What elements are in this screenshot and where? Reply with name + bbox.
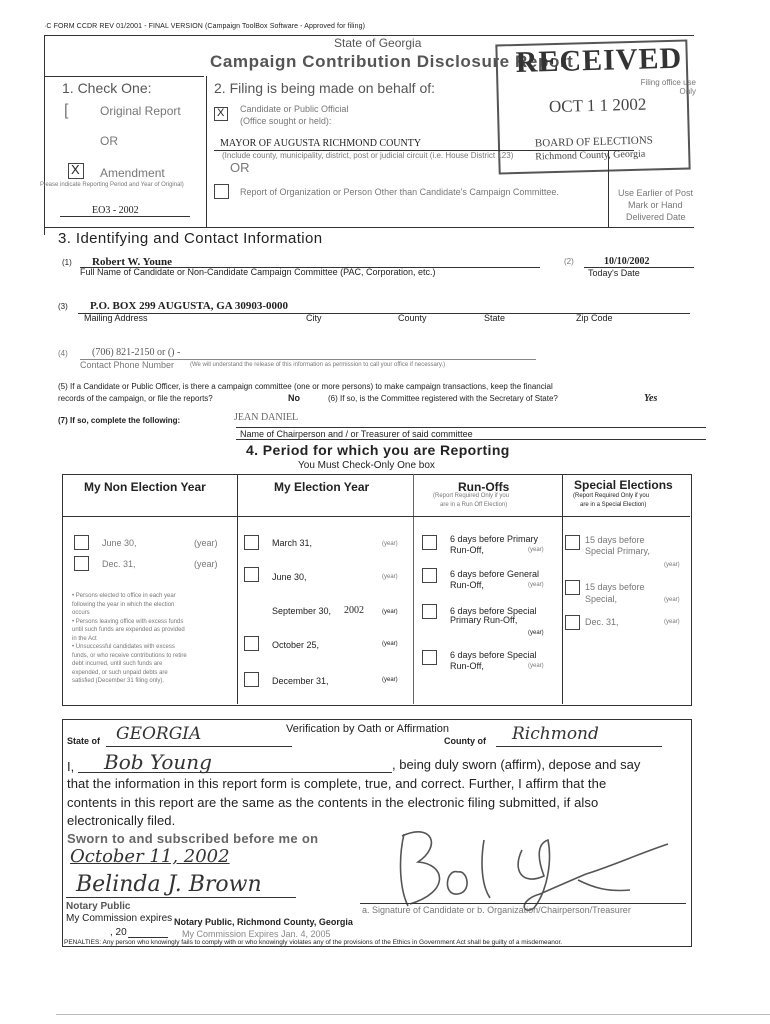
special-election-checkbox[interactable] bbox=[565, 580, 580, 595]
runoff-primary-checkbox[interactable] bbox=[422, 535, 437, 550]
special-dec-year: (year) bbox=[664, 619, 680, 625]
election-sept-label: September 30, bbox=[272, 606, 332, 616]
special-primary-label: 15 days before bbox=[585, 535, 645, 545]
penalties-text: PENALTIES: Any person who knowingly fails to comply with or who knowingly violates any of the provisions of the Ethics in Government Act shall be guilty of a misdemeanor. bbox=[64, 939, 563, 946]
special-election-label: 15 days before bbox=[585, 582, 645, 592]
election-sept-year-value: 2002 bbox=[344, 605, 364, 616]
check-one-title: 1. Check One: bbox=[62, 80, 152, 96]
election-june-checkbox[interactable] bbox=[244, 567, 259, 582]
item-1-num: (1) bbox=[62, 258, 72, 267]
sworn-date: October 11, 2002 bbox=[70, 846, 230, 867]
state-title: State of Georgia bbox=[334, 36, 422, 50]
runoff-primary-label: 6 days before Primary bbox=[450, 534, 539, 544]
non-election-note-line: following the year in which the election bbox=[72, 601, 175, 608]
received-stamp bbox=[495, 40, 690, 175]
question-5b: records of the campaign, or file the reports? bbox=[58, 394, 213, 403]
runoffs-sub1: (Report Required Only if you bbox=[433, 493, 510, 499]
non-election-note-line: • Persons elected to office in each year bbox=[72, 593, 176, 599]
name-label: Full Name of Candidate or Non-Candidate Campaign Committee (PAC, Corporation, etc.) bbox=[80, 267, 436, 277]
office-note: (Include county, municipality, district, post or judicial circuit (i.e. House District 123) bbox=[222, 151, 514, 160]
affiant-name: Bob Young bbox=[104, 750, 212, 774]
board-label: BOARD OF ELECTIONS bbox=[534, 134, 654, 150]
runoff-special-primary-checkbox[interactable] bbox=[422, 604, 437, 619]
election-dec-year: (year) bbox=[382, 677, 398, 683]
non-election-june-label: June 30, bbox=[102, 538, 137, 548]
runoff-primary-year: (year) bbox=[528, 547, 544, 553]
city-label: City bbox=[306, 313, 322, 323]
chair-label: Name of Chairperson and / or Treasurer of said committee bbox=[240, 429, 473, 439]
non-election-note-line: • Unsuccessful candidates with excess bbox=[72, 644, 175, 650]
special-sub2: are in a Special Election) bbox=[580, 502, 647, 508]
special-primary-label-b: Special Primary, bbox=[585, 546, 650, 556]
runoff-general-checkbox[interactable] bbox=[422, 568, 437, 583]
election-march-year: (year) bbox=[382, 541, 398, 547]
non-election-note-line: occurs bbox=[72, 610, 90, 616]
notary-public-label: Notary Public bbox=[66, 901, 131, 912]
runoff-special-year: (year) bbox=[528, 663, 544, 669]
runoff-general-year: (year) bbox=[528, 582, 544, 588]
county-of-label: County of bbox=[444, 736, 486, 746]
phone-label: Contact Phone Number bbox=[80, 360, 175, 370]
non-election-note-line: expended, or such unpaid debts are bbox=[72, 669, 168, 676]
bracket-mark: [ bbox=[64, 102, 69, 119]
item-3-num: (3) bbox=[58, 302, 68, 311]
non-election-june-checkbox[interactable] bbox=[74, 535, 89, 550]
special-primary-checkbox[interactable] bbox=[565, 535, 580, 550]
candidate-sub: (Office sought or held): bbox=[240, 116, 332, 126]
election-dec-checkbox[interactable] bbox=[244, 672, 259, 687]
election-oct-checkbox[interactable] bbox=[244, 636, 259, 651]
sworn-before: Sworn to and subscribed before me on bbox=[67, 831, 319, 846]
verification-title: Verification by Oath or Affirmation bbox=[286, 723, 450, 735]
organization-checkbox[interactable] bbox=[214, 184, 229, 199]
runoff-general-label-b: Run-Off, bbox=[450, 580, 484, 590]
identifying-title: 3. Identifying and Contact Information bbox=[58, 230, 323, 247]
form-header: ·C FORM CCDR REV 01/2001 - FINAL VERSION (Campaign ToolBox Software - Approved for filing) bbox=[44, 23, 365, 30]
notary-signature: Belinda J. Brown bbox=[76, 872, 262, 897]
zip-label: Zip Code bbox=[576, 313, 613, 323]
state-label: State bbox=[484, 313, 506, 323]
amendment-checkbox[interactable] bbox=[68, 163, 84, 179]
state-of-label: State of bbox=[67, 736, 101, 746]
election-dec-label: December 31, bbox=[272, 676, 329, 686]
election-sept-year: (year) bbox=[382, 609, 398, 615]
original-report-label: Original Report bbox=[100, 104, 181, 118]
amendment-label: Amendment bbox=[100, 166, 165, 180]
non-election-note-line: debt incurred, until such funds are bbox=[72, 661, 163, 667]
non-election-dec-year: (year) bbox=[194, 559, 218, 569]
today-date-label: Today's Date bbox=[588, 268, 640, 278]
candidate-name-value: Robert W. Youne bbox=[92, 256, 172, 268]
chair-value: JEAN DANIEL bbox=[234, 412, 299, 423]
i-label: I, bbox=[67, 759, 75, 774]
state-of-value: GEORGIA bbox=[116, 724, 202, 744]
item-4-num: (4) bbox=[58, 349, 68, 358]
or-label-2: OR bbox=[230, 160, 250, 175]
election-oct-label: October 25, bbox=[272, 640, 320, 650]
organization-label: Report of Organization or Person Other than Candidate's Campaign Committee. bbox=[240, 187, 559, 197]
period-note: Please indicate Reporting Period and Year of Original) bbox=[40, 182, 184, 188]
q5-answer: No bbox=[288, 393, 300, 403]
candidate-signature bbox=[372, 820, 692, 912]
item-2-num: (2) bbox=[564, 257, 574, 266]
office-value: MAYOR OF AUGUSTA RICHMOND COUNTY bbox=[220, 138, 422, 149]
county-of-value: Richmond bbox=[512, 724, 599, 744]
amendment-check-mark: X bbox=[71, 162, 80, 177]
runoff-special-label: 6 days before Special bbox=[450, 650, 537, 660]
received-text: RECEIVED bbox=[515, 41, 683, 79]
question-5a: (5) If a Candidate or Public Officer, is there a campaign committee (one or more persons) to make campaign transactions, keep the financial bbox=[58, 382, 553, 391]
candidate-label: Candidate or Public Official bbox=[240, 104, 349, 114]
non-election-june-year: (year) bbox=[194, 538, 218, 548]
affirm-p1: that the information in this report form is complete, true, and correct. Further, I affirm that the bbox=[67, 776, 607, 791]
election-oct-year: (year) bbox=[382, 641, 398, 647]
commission-20: , 20 bbox=[110, 927, 127, 938]
special-sub1: (Report Required Only if you bbox=[573, 493, 650, 499]
runoff-special-label-b: Run-Off, bbox=[450, 661, 484, 671]
non-election-header: My Non Election Year bbox=[84, 480, 206, 494]
non-election-note-line: until such funds are expended as provided bbox=[72, 627, 185, 633]
phone-value: (706) 821-2150 or () - bbox=[92, 347, 181, 358]
special-dec-label: Dec. 31, bbox=[585, 617, 619, 627]
or-label: OR bbox=[100, 134, 118, 148]
election-march-label: March 31, bbox=[272, 538, 313, 548]
question-6: (6) If so, is the Committee registered with the Secretary of State? bbox=[328, 394, 558, 403]
affirm-p2: contents in this report are the same as the contents in the electronic filing submitted, if also bbox=[67, 795, 599, 810]
county-label-addr: County bbox=[398, 313, 427, 323]
runoffs-sub2: are in a Run Off Election) bbox=[440, 502, 508, 508]
non-election-note-line: funds, or who receive contributions to retire bbox=[72, 652, 187, 659]
runoff-special-primary-label: 6 days before Special bbox=[450, 606, 537, 616]
runoffs-header: Run-Offs bbox=[458, 480, 510, 494]
commission-label: My Commission expires bbox=[66, 913, 173, 924]
non-election-notes bbox=[72, 592, 187, 686]
filing-office-label: Filing office use Only bbox=[640, 78, 696, 96]
candidate-checkbox[interactable] bbox=[214, 107, 228, 121]
election-header: My Election Year bbox=[274, 480, 370, 494]
election-june-label: June 30, bbox=[272, 572, 307, 582]
special-primary-year: (year) bbox=[664, 562, 680, 568]
runoff-special-primary-year: (year) bbox=[528, 630, 544, 636]
signature-label: a. Signature of Candidate or b. Organization/Chairperson/Treasurer bbox=[362, 905, 631, 915]
period-title: 4. Period for which you are Reporting bbox=[246, 442, 510, 458]
received-date: OCT 1 1 2002 bbox=[548, 94, 647, 117]
non-election-note-line: • Persons leaving office with excess funds bbox=[72, 618, 184, 625]
q6-answer: Yes bbox=[644, 393, 658, 404]
notary-stamp-1: Notary Public, Richmond County, Georgia bbox=[174, 917, 353, 927]
notary-stamp-2: My Commission Expires Jan. 4, 2005 bbox=[182, 929, 331, 939]
special-header: Special Elections bbox=[574, 478, 673, 492]
address-value: P.O. BOX 299 AUGUSTA, GA 30903-0000 bbox=[90, 300, 289, 312]
runoff-special-checkbox[interactable] bbox=[422, 650, 437, 665]
county-label: Richmond County, Georgia bbox=[535, 148, 646, 163]
non-election-note-line: satisfied (December 31 filing only). bbox=[72, 678, 165, 684]
candidate-check-mark: X bbox=[217, 107, 225, 119]
sworn-text: , being duly sworn (affirm), depose and say bbox=[392, 757, 641, 772]
post-note-2: Mark or Hand bbox=[628, 200, 683, 210]
non-election-dec-checkbox[interactable] bbox=[74, 556, 89, 571]
runoff-special-primary-label-b: Primary Run-Off, bbox=[450, 615, 518, 625]
runoff-primary-label-b: Run-Off, bbox=[450, 545, 484, 555]
special-election-label-b: Special, bbox=[585, 594, 618, 604]
filing-behalf-title: 2. Filing is being made on behalf of: bbox=[214, 80, 436, 96]
special-dec-checkbox[interactable] bbox=[565, 615, 580, 630]
runoff-general-label: 6 days before General bbox=[450, 569, 540, 579]
question-7: (7) If so, complete the following: bbox=[58, 416, 181, 425]
today-date-value: 10/10/2002 bbox=[604, 256, 650, 267]
period-value: EO3 - 2002 bbox=[92, 205, 139, 216]
period-subtitle: You Must Check-Only One box bbox=[298, 460, 435, 471]
post-note-1: Use Earlier of Post bbox=[618, 188, 694, 198]
election-march-checkbox[interactable] bbox=[244, 535, 259, 550]
post-note-3: Delivered Date bbox=[626, 212, 686, 222]
address-label: Mailing Address bbox=[84, 313, 148, 323]
form-title: Campaign Contribution Disclosure Report bbox=[210, 52, 574, 71]
non-election-note-line: in the Act bbox=[72, 635, 97, 642]
affirm-p3: electronically filed. bbox=[67, 813, 176, 828]
special-election-year: (year) bbox=[664, 597, 680, 603]
phone-note: (We will understand the release of this information as permission to call your office if necessary.) bbox=[190, 362, 446, 368]
non-election-dec-label: Dec. 31, bbox=[102, 559, 136, 569]
election-june-year: (year) bbox=[382, 574, 398, 580]
